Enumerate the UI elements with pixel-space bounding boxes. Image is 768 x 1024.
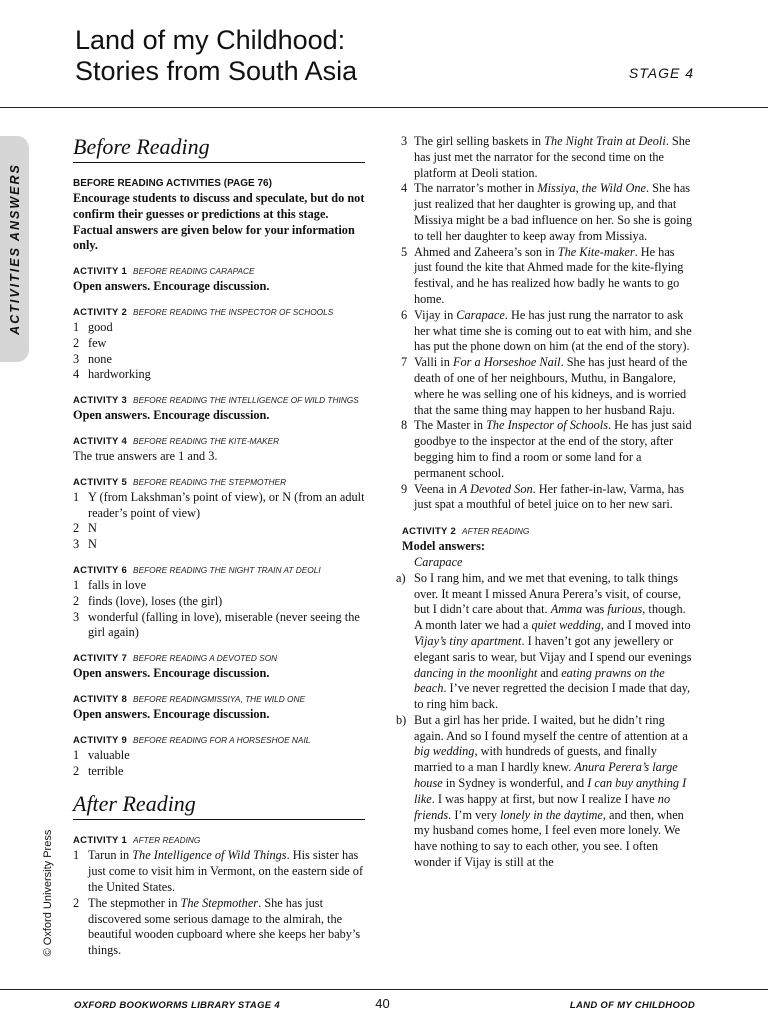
activity-subtitle: BEFORE READING THE KITE-MAKER bbox=[133, 435, 280, 446]
activity-subtitle: BEFORE READING CARAPACE bbox=[133, 266, 255, 277]
activity-label: ACTIVITY 2 bbox=[73, 306, 128, 318]
activity-label: ACTIVITY 8 bbox=[73, 693, 128, 705]
list-item: 2 terrible bbox=[73, 763, 124, 778]
activity-heading bbox=[73, 732, 365, 748]
footer-series: OXFORD BOOKWORMS LIBRARY STAGE 4 bbox=[74, 1000, 280, 1011]
activity-label: ACTIVITY 7 bbox=[73, 653, 128, 665]
activity-answer: Open answers. Encourage discussion. bbox=[73, 279, 270, 294]
model-answer-b-text: But a girl has her pride. I waited, but he didn’t ring again. And so I found myself the centre of attention at a big wedding, with hundreds of guests, and finally married to a man I hardly knew. Anura Perera’s large house in Sydney is wonderful, and I can buy anything I like. I was happy at first, but now I realize I have no friends. I’m very lonely in the daytime, and then, when my husband comes home, I feel even more lonely. We have nothing to say to each other, you see. I often wonder if Vijay is still at the bbox=[414, 712, 688, 870]
activity-label: ACTIVITY 1 bbox=[73, 835, 128, 847]
list-item: 1 Tarun in The Intelligence of Wild Things. His sister has just come to visit him in Vermont, on the eastern side of the United States. bbox=[73, 848, 364, 894]
model-answer-a-text: So I rang him, and we met that evening, to talk things over. It meant I missed Anura Perera’s visit, of course, but I didn’t care about that. Amma was furious, though. A month later we had a quiet wedding, and I moved into Vijay’s tiny apartment. I haven’t got any jewellery or elegant saris to wear, but Vijay and I spend our evenings dancing in the moonlight and eating prawns on the beach. I’ve never regretted the decision I made that day, to ring him back. bbox=[414, 570, 692, 712]
activity-subtitle: BEFORE READINGMISSIYA, THE WILD ONE bbox=[133, 693, 305, 704]
activity-heading bbox=[73, 263, 365, 279]
book-title bbox=[75, 25, 595, 87]
model-answers-list bbox=[398, 571, 694, 871]
title-line-1: Land of my Childhood: bbox=[75, 25, 346, 55]
intro-text: Encourage students to discuss and speculate, but do not confirm their guesses or predictions at this stage. Factual answers are given below for your information only. bbox=[73, 191, 365, 253]
list-item: 4 The narrator’s mother in Missiya, the Wild One. She has just realized that her daughter is growing up, and that Missiya might be a bad influence on her. So she is going to tell her daughter to keep away from Missiya. bbox=[401, 181, 693, 243]
answer-list bbox=[73, 748, 365, 780]
list-item: 8 The Master in The Inspector of Schools. He has just said goodbye to the inspector at the end of the story, after begging him to find a room or some land for a permanent school. bbox=[401, 418, 692, 480]
answer-list bbox=[398, 134, 694, 513]
list-item: 4 hardworking bbox=[73, 367, 151, 382]
activity-subtitle: BEFORE READING THE STEPMOTHER bbox=[133, 476, 287, 487]
list-item: 2 The stepmother in The Stepmother. She has just discovered some serious damage to the almirah, the beautiful wooden cupboard where she keeps her baby’s things. bbox=[73, 895, 361, 958]
list-item: 1 valuable bbox=[73, 747, 130, 762]
side-tab-label: ACTIVITIES ANSWERS bbox=[8, 163, 22, 335]
list-item: 2 few bbox=[73, 335, 107, 350]
copyright-notice: © Oxford University Press bbox=[42, 829, 54, 957]
list-item: 3 N bbox=[73, 537, 97, 552]
left-column bbox=[73, 134, 365, 959]
activity-answer: Open answers. Encourage discussion. bbox=[73, 706, 270, 721]
activity-subtitle: BEFORE READING A DEVOTED SON bbox=[133, 653, 278, 664]
list-item: 1 good bbox=[73, 319, 113, 334]
answer-list bbox=[73, 320, 365, 383]
activity-heading bbox=[73, 691, 365, 707]
activity-heading bbox=[73, 474, 365, 490]
before-reading-heading: Before Reading bbox=[73, 134, 365, 163]
right-column bbox=[398, 134, 694, 871]
activity-heading bbox=[73, 433, 365, 449]
activity-heading bbox=[73, 650, 365, 666]
footer-book-title: LAND OF MY CHILDHOOD bbox=[569, 1000, 695, 1011]
list-item: 3 wonderful (falling in love), miserable (never seeing the girl again) bbox=[73, 609, 360, 640]
answer-list bbox=[73, 490, 365, 553]
list-item: 2 N bbox=[73, 521, 97, 536]
activity-label: ACTIVITY 9 bbox=[73, 734, 128, 746]
activity-subtitle: AFTER READING bbox=[133, 835, 201, 846]
page-number: 40 bbox=[375, 996, 390, 1011]
footer-divider bbox=[0, 989, 768, 990]
header-divider bbox=[0, 107, 768, 108]
activity-answer: Open answers. Encourage discussion. bbox=[73, 666, 270, 681]
after-reading-heading: After Reading bbox=[73, 791, 365, 820]
activity-label: ACTIVITY 4 bbox=[73, 435, 128, 447]
stage-label: STAGE 4 bbox=[628, 65, 694, 81]
activity-subtitle: BEFORE READING FOR A HORSESHOE NAIL bbox=[133, 734, 311, 745]
title-line-2: Stories from South Asia bbox=[75, 56, 358, 86]
list-item: 1 Y (from Lakshman’s point of view), or N (from an adult reader’s point of view) bbox=[73, 489, 365, 520]
list-item: 6 Vijay in Carapace. He has just rung the narrator to ask her what time she is coming out to eat with him, and she has put the phone down on him (at the end of the story). bbox=[401, 307, 692, 354]
activity-heading bbox=[73, 392, 365, 408]
model-answer-a: a) So I rang him, and we met that evening, to talk things over. It meant I missed Anura Perera’s visit, of course, but I didn’t care about that. Amma was furious, though. A month later we had a quiet wedding, and I moved into Vijay’s tiny apartment. I haven’t got any jewellery or elegant saris to wear, but Vijay and I spend our evenings dancing in the moonlight and eating prawns on the beach. I’ve never regretted the decision I made that day, to ring him back. bbox=[396, 570, 692, 712]
list-item: 9 Veena in A Devoted Son. Her father-in-law, Varma, has just spat a mouthful of betel juice on to her new sari. bbox=[401, 481, 684, 512]
list-item: 2 finds (love), loses (the girl) bbox=[73, 593, 223, 608]
answer-list bbox=[73, 848, 365, 959]
list-item: 3 The girl selling baskets in The Night Train at Deoli. She has just met the narrator for the second time on the platform at Deoli station. bbox=[401, 134, 691, 180]
activity-subtitle: BEFORE READING THE INTELLIGENCE OF WILD THINGS bbox=[133, 395, 359, 406]
list-item: 7 Valli in For a Horseshoe Nail. She has just heard of the death of one of her neighbours, Muthu, in Bangalore, where he was selling one of his kidneys, and is worried that the same thing may happen to her husband Raju. bbox=[401, 355, 688, 417]
answer-list bbox=[73, 578, 365, 641]
model-answers-label: Model answers: bbox=[402, 539, 485, 554]
list-item: 1 falls in love bbox=[73, 577, 147, 592]
activity-subtitle: AFTER READING bbox=[462, 526, 530, 537]
activity-subtitle: BEFORE READING THE NIGHT TRAIN AT DEOLI bbox=[133, 564, 321, 575]
activity-answer: The true answers are 1 and 3. bbox=[73, 448, 218, 463]
activity-label: ACTIVITY 2 bbox=[402, 526, 457, 538]
model-answer-b: b) But a girl has her pride. I waited, but he didn’t ring again. And so I found myself the centre of attention at a big wedding, with hundreds of guests, and finally married to a man I hardly knew. Anura Perera’s large house in Sydney is wonderful, and I can buy anything I like. I was happy at first, but now I realize I have no friends. I’m very lonely in the daytime, and then, when my husband comes home, I feel even more lonely. We have nothing to say to each other, you see. I often wonder if Vijay is still at the bbox=[396, 712, 688, 870]
activity-heading bbox=[73, 304, 365, 320]
activity-heading bbox=[73, 832, 365, 848]
activity-heading bbox=[398, 523, 694, 539]
list-item: 3 none bbox=[73, 351, 112, 366]
activity-label: ACTIVITY 6 bbox=[73, 564, 128, 576]
activity-answer: Open answers. Encourage discussion. bbox=[73, 408, 270, 423]
activity-label: ACTIVITY 1 bbox=[73, 266, 128, 278]
activity-label: ACTIVITY 3 bbox=[73, 395, 128, 407]
activity-label: ACTIVITY 5 bbox=[73, 476, 128, 488]
intro-heading: BEFORE READING ACTIVITIES (PAGE 76) bbox=[73, 178, 272, 189]
activity-heading bbox=[73, 562, 365, 578]
activity-subtitle: BEFORE READING THE INSPECTOR OF SCHOOLS bbox=[133, 306, 334, 317]
list-item: 5 Ahmed and Zaheera’s son in The Kite-maker. He has just found the kite that Ahmed made for the kite-flying festival, and he has realized how badly he wants to go home. bbox=[401, 244, 684, 306]
story-title: Carapace bbox=[414, 554, 463, 569]
